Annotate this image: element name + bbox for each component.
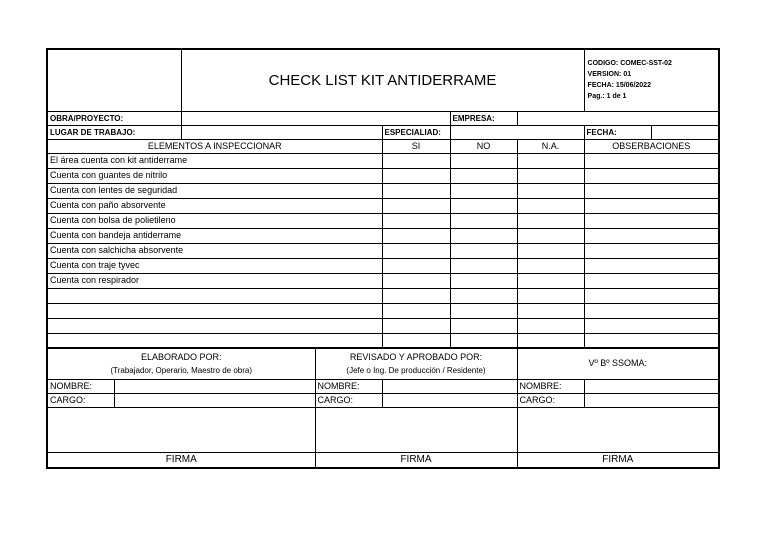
signature-area-3[interactable]: [517, 407, 719, 452]
item-label[interactable]: [47, 333, 382, 348]
checklist-table: [46, 48, 720, 469]
item-label: El área cuenta con kit antiderrame: [47, 153, 382, 168]
elaborado-title: ELABORADO POR:: [140, 351, 222, 362]
nombre-field-3[interactable]: [584, 379, 719, 393]
si-cell[interactable]: [382, 198, 450, 213]
table-row: [47, 153, 719, 168]
obs-cell[interactable]: [584, 333, 719, 348]
si-cell[interactable]: [382, 153, 450, 168]
item-label: Cuenta con respirador: [47, 273, 382, 288]
obs-cell[interactable]: [584, 288, 719, 303]
table-row: [47, 198, 719, 213]
obra-label: OBRA/PROYECTO:: [47, 111, 181, 125]
cargo-label-1: CARGO:: [47, 393, 114, 407]
no-cell[interactable]: [450, 333, 517, 348]
nombre-label-2: NOMBRE:: [315, 379, 382, 393]
lugar-field[interactable]: [181, 125, 382, 139]
signature-area-2[interactable]: [315, 407, 517, 452]
cargo-field-3[interactable]: [584, 393, 719, 407]
cargo-field-2[interactable]: [382, 393, 517, 407]
elaborado-header: [47, 348, 315, 379]
no-cell[interactable]: [450, 198, 517, 213]
item-label: Cuenta con traje tyvec: [47, 258, 382, 273]
na-cell[interactable]: [517, 273, 584, 288]
revisado-subtitle: (Jefe o Ing. De producción / Residente): [346, 365, 486, 375]
col-elementos-header: ELEMENTOS A INSPECCIONAR: [47, 139, 382, 153]
table-row: [47, 303, 719, 318]
nombre-label-3: NOMBRE:: [517, 379, 584, 393]
no-cell[interactable]: [450, 303, 517, 318]
na-cell[interactable]: [517, 168, 584, 183]
especialidad-field[interactable]: [450, 125, 584, 139]
obra-field[interactable]: [181, 111, 450, 125]
no-cell[interactable]: [450, 288, 517, 303]
si-cell[interactable]: [382, 258, 450, 273]
col-obs-header: OBSERBACIONES: [584, 139, 719, 153]
si-cell[interactable]: [382, 273, 450, 288]
document-code-block: [584, 49, 719, 111]
nombre-label-1: NOMBRE:: [47, 379, 114, 393]
nombre-field-2[interactable]: [382, 379, 517, 393]
document-title: CHECK LIST KIT ANTIDERRAME: [181, 49, 584, 111]
na-cell[interactable]: [517, 153, 584, 168]
firma-label-3: FIRMA: [517, 452, 719, 468]
si-cell[interactable]: [382, 168, 450, 183]
obs-cell[interactable]: [584, 243, 719, 258]
vobo-header: Vº Bº SSOMA:: [517, 348, 719, 379]
item-label: Cuenta con salchicha absorvente: [47, 243, 382, 258]
col-si-header: SI: [382, 139, 450, 153]
no-cell[interactable]: [450, 168, 517, 183]
obs-cell[interactable]: [584, 213, 719, 228]
fecha-field[interactable]: [651, 125, 719, 139]
firma-label-1: FIRMA: [47, 452, 315, 468]
table-row: [47, 228, 719, 243]
na-cell[interactable]: [517, 243, 584, 258]
table-row: [47, 258, 719, 273]
na-cell[interactable]: [517, 333, 584, 348]
item-label[interactable]: [47, 303, 382, 318]
na-cell[interactable]: [517, 258, 584, 273]
col-no-header: NO: [450, 139, 517, 153]
item-label: Cuenta con lentes de seguridad: [47, 183, 382, 198]
obs-cell[interactable]: [584, 303, 719, 318]
na-cell[interactable]: [517, 198, 584, 213]
na-cell[interactable]: [517, 303, 584, 318]
empresa-label: EMPRESA:: [450, 111, 517, 125]
fecha-label: FECHA:: [584, 125, 651, 139]
lugar-label: LUGAR DE TRABAJO:: [47, 125, 181, 139]
codigo-text: CODIGO: COMEC-SST-02: [587, 60, 672, 68]
no-cell[interactable]: [450, 213, 517, 228]
fecha-doc-text: FECHA: 15/06/2022: [587, 82, 651, 90]
no-cell[interactable]: [450, 258, 517, 273]
obs-cell[interactable]: [584, 318, 719, 333]
table-row: [47, 333, 719, 348]
no-cell[interactable]: [450, 243, 517, 258]
nombre-field-1[interactable]: [114, 379, 315, 393]
table-row: [47, 318, 719, 333]
na-cell[interactable]: [517, 213, 584, 228]
page-text: Pag.: 1 de 1: [587, 93, 627, 101]
no-cell[interactable]: [450, 183, 517, 198]
na-cell[interactable]: [517, 318, 584, 333]
item-label[interactable]: [47, 318, 382, 333]
empresa-field[interactable]: [517, 111, 719, 125]
no-cell[interactable]: [450, 153, 517, 168]
revisado-title: REVISADO Y APROBADO POR:: [349, 351, 483, 362]
item-label: Cuenta con paño absorvente: [47, 198, 382, 213]
table-row: [47, 273, 719, 288]
si-cell[interactable]: [382, 333, 450, 348]
si-cell[interactable]: [382, 303, 450, 318]
na-cell[interactable]: [517, 288, 584, 303]
si-cell[interactable]: [382, 213, 450, 228]
obs-cell[interactable]: [584, 228, 719, 243]
especialidad-label: ESPECIALIAD:: [382, 125, 450, 139]
si-cell[interactable]: [382, 228, 450, 243]
si-cell[interactable]: [382, 183, 450, 198]
obs-cell[interactable]: [584, 153, 719, 168]
table-row: [47, 183, 719, 198]
revisado-header: [315, 348, 517, 379]
item-label[interactable]: [47, 288, 382, 303]
obs-cell[interactable]: [584, 168, 719, 183]
cargo-field-1[interactable]: [114, 393, 315, 407]
si-cell[interactable]: [382, 288, 450, 303]
cargo-label-2: CARGO:: [315, 393, 382, 407]
item-label: Cuenta con bandeja antiderrame: [47, 228, 382, 243]
firma-label-2: FIRMA: [315, 452, 517, 468]
na-cell[interactable]: [517, 183, 584, 198]
logo-area: [47, 49, 181, 111]
obs-cell[interactable]: [584, 198, 719, 213]
no-cell[interactable]: [450, 318, 517, 333]
na-cell[interactable]: [517, 228, 584, 243]
checklist-sheet: [46, 48, 719, 466]
elaborado-subtitle: (Trabajador, Operario, Maestro de obra): [110, 365, 253, 375]
item-label: Cuenta con guantes de nitrilo: [47, 168, 382, 183]
table-row: [47, 168, 719, 183]
no-cell[interactable]: [450, 228, 517, 243]
si-cell[interactable]: [382, 318, 450, 333]
table-row: [47, 288, 719, 303]
version-text: VERSION: 01: [587, 71, 632, 79]
col-na-header: N.A.: [517, 139, 584, 153]
si-cell[interactable]: [382, 243, 450, 258]
item-label: Cuenta con bolsa de polietileno: [47, 213, 382, 228]
table-row: [47, 213, 719, 228]
no-cell[interactable]: [450, 273, 517, 288]
obs-cell[interactable]: [584, 258, 719, 273]
cargo-label-3: CARGO:: [517, 393, 584, 407]
obs-cell[interactable]: [584, 273, 719, 288]
table-row: [47, 243, 719, 258]
signature-area-1[interactable]: [47, 407, 315, 452]
obs-cell[interactable]: [584, 183, 719, 198]
